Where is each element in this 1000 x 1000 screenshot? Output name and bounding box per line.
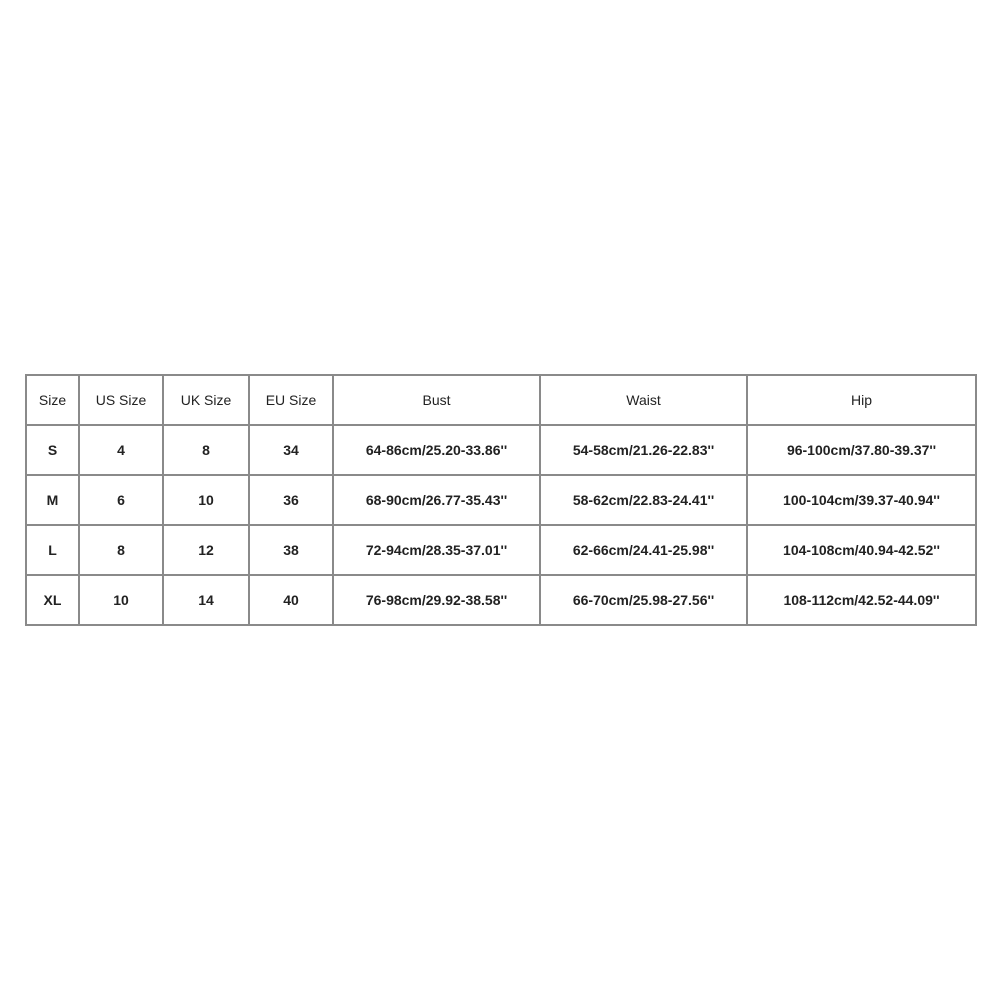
cell-hip: 100-104cm/39.37-40.94'' (747, 475, 976, 525)
cell-bust: 76-98cm/29.92-38.58'' (333, 575, 540, 625)
cell-bust: 68-90cm/26.77-35.43'' (333, 475, 540, 525)
cell-size: S (26, 425, 79, 475)
cell-waist: 54-58cm/21.26-22.83'' (540, 425, 747, 475)
header-hip: Hip (747, 375, 976, 425)
cell-uk-size: 14 (163, 575, 249, 625)
cell-uk-size: 8 (163, 425, 249, 475)
cell-size: XL (26, 575, 79, 625)
cell-waist: 62-66cm/24.41-25.98'' (540, 525, 747, 575)
table-row (26, 425, 976, 475)
cell-hip: 104-108cm/40.94-42.52'' (747, 525, 976, 575)
cell-hip: 108-112cm/42.52-44.09'' (747, 575, 976, 625)
cell-eu-size: 36 (249, 475, 333, 525)
cell-us-size: 10 (79, 575, 163, 625)
cell-waist: 58-62cm/22.83-24.41'' (540, 475, 747, 525)
size-chart-table (25, 374, 977, 626)
cell-eu-size: 40 (249, 575, 333, 625)
table-row (26, 525, 976, 575)
cell-eu-size: 34 (249, 425, 333, 475)
cell-bust: 64-86cm/25.20-33.86'' (333, 425, 540, 475)
cell-waist: 66-70cm/25.98-27.56'' (540, 575, 747, 625)
cell-bust: 72-94cm/28.35-37.01'' (333, 525, 540, 575)
header-eu-size: EU Size (249, 375, 333, 425)
header-size: Size (26, 375, 79, 425)
cell-hip: 96-100cm/37.80-39.37'' (747, 425, 976, 475)
cell-uk-size: 12 (163, 525, 249, 575)
cell-us-size: 8 (79, 525, 163, 575)
cell-uk-size: 10 (163, 475, 249, 525)
header-uk-size: UK Size (163, 375, 249, 425)
header-us-size: US Size (79, 375, 163, 425)
cell-eu-size: 38 (249, 525, 333, 575)
header-row (26, 375, 976, 425)
cell-size: L (26, 525, 79, 575)
table-row (26, 475, 976, 525)
cell-us-size: 4 (79, 425, 163, 475)
table-row (26, 575, 976, 625)
header-waist: Waist (540, 375, 747, 425)
cell-us-size: 6 (79, 475, 163, 525)
cell-size: M (26, 475, 79, 525)
header-bust: Bust (333, 375, 540, 425)
